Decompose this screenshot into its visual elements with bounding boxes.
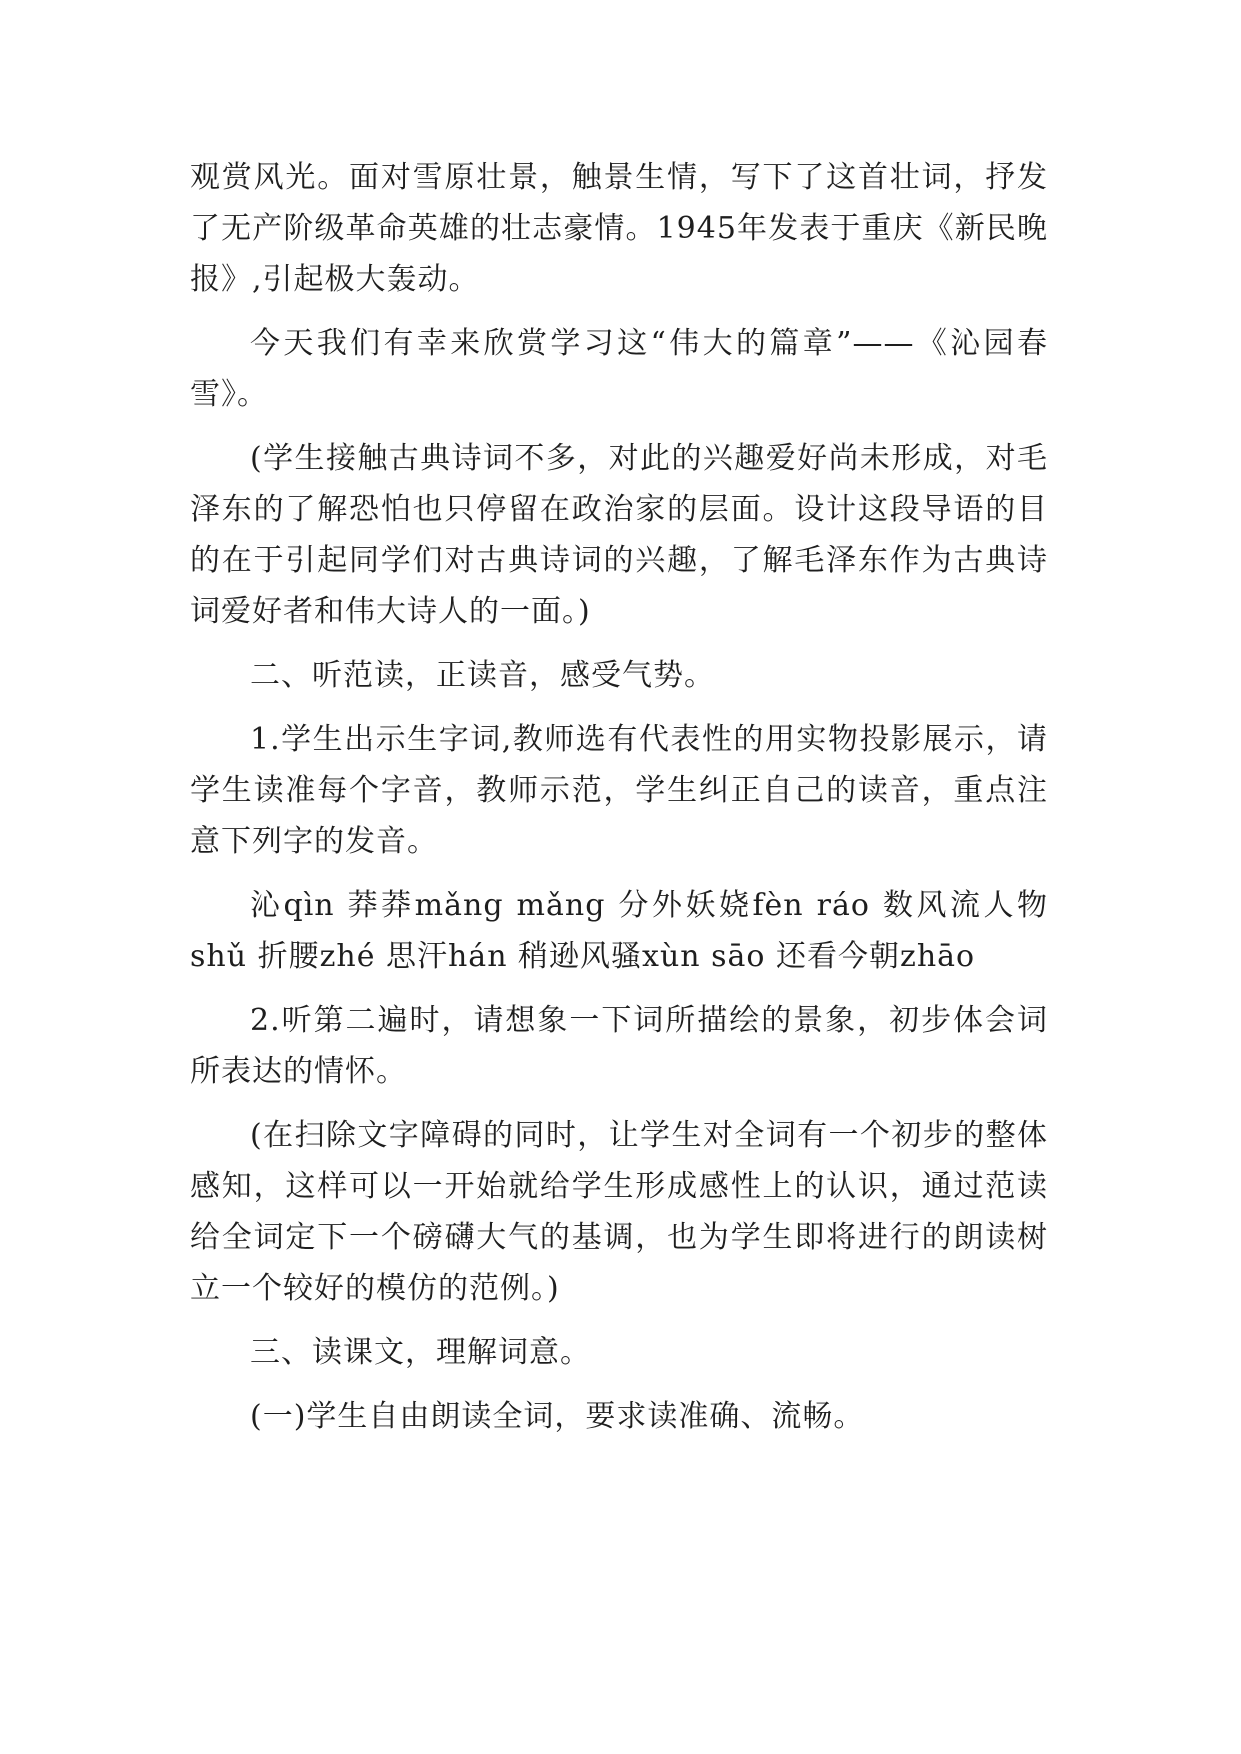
paragraph-1: 观赏风光。面对雪原壮景，触景生情，写下了这首壮词，抒发了无产阶级革命英雄的壮志豪情。1945年发表于重庆《新民晚报》,引起极大轰动。 <box>190 160 1048 297</box>
section-heading-3: 三、读课文，理解词意。 <box>250 1335 591 1370</box>
pronunciation-list: 沁qìn 莽莽mǎng mǎng 分外妖娆fèn ráo 数风流人物 shǔ 折腰zhé 思汗hán 稍逊风骚xùn sāo 还看今朝zhāo <box>190 888 1048 974</box>
paragraph-7: 2.听第二遍时，请想象一下词所描绘的景象，初步体会词所表达的情怀。 <box>190 1003 1048 1089</box>
paragraph-3: (学生接触古典诗词不多，对此的兴趣爱好尚未形成，对毛泽东的了解恐怕也只停留在政治家的层面。设计这段导语的目的在于引起同学们对古典诗词的兴趣，了解毛泽东作为古典诗词爱好者和伟大诗人的一面。) <box>190 441 1048 629</box>
paragraph-10: (一)学生自由朗读全词，要求读准确、流畅。 <box>250 1399 865 1434</box>
paragraph-2: 今天我们有幸来欣赏学习这“伟大的篇章”——《沁园春雪》。 <box>190 326 1048 412</box>
paragraph-5: 1.学生出示生字词,教师选有代表性的用实物投影展示，请学生读准每个字音，教师示范，学生纠正自己的读音，重点注意下列字的发音。 <box>190 722 1048 859</box>
paragraph-8: (在扫除文字障碍的同时，让学生对全词有一个初步的整体感知，这样可以一开始就给学生形成感性上的认识，通过范读给全词定下一个磅礴大气的基调，也为学生即将进行的朗读树立一个较好的模仿的范例。) <box>190 1118 1048 1306</box>
section-heading-2: 二、听范读，正读音，感受气势。 <box>250 658 715 693</box>
document-body <box>190 152 1048 1455</box>
